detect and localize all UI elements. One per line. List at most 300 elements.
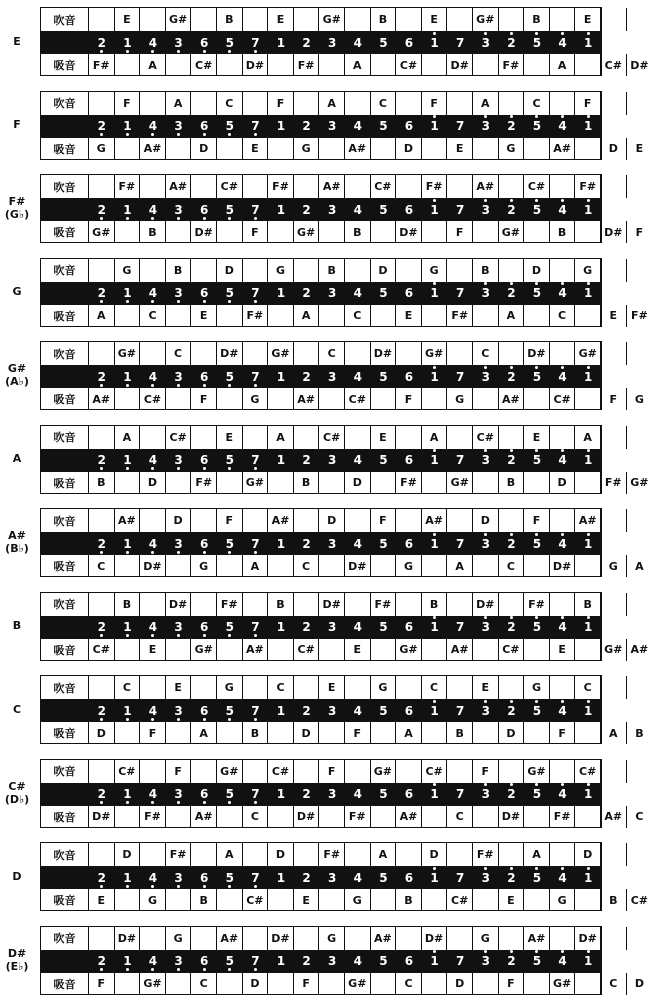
hole-number — [89, 950, 115, 973]
blow-note-cell — [243, 92, 269, 115]
hole-number — [319, 198, 345, 221]
hole-digit: 2 — [97, 453, 106, 467]
draw-note-cell — [115, 806, 141, 828]
key-block — [0, 422, 649, 496]
draw-note-cell: F# — [447, 305, 473, 327]
draw-row — [41, 305, 648, 327]
hole-number — [550, 365, 576, 388]
blow-note-cell: B — [319, 259, 345, 282]
draw-note-cell: G — [140, 889, 166, 911]
hole-number — [499, 365, 525, 388]
blow-note-cell: C# — [166, 426, 192, 449]
blow-note-cell: E — [422, 8, 448, 31]
draw-note-cell — [268, 305, 294, 327]
hole-number — [140, 699, 166, 722]
hole-digit: 2 — [97, 620, 106, 634]
draw-note-cell: C — [89, 555, 115, 577]
hole-number — [447, 365, 473, 388]
hole-digit: 5 — [225, 954, 234, 968]
hole-number — [473, 115, 499, 138]
draw-note-cell: C — [499, 555, 525, 577]
blow-label: 吹音 — [41, 175, 89, 198]
hole-digit: 1 — [430, 286, 439, 300]
draw-row — [41, 722, 644, 744]
blow-note-cell — [191, 927, 217, 950]
blow-note-cell: F# — [371, 593, 397, 616]
blow-note-cell — [294, 92, 320, 115]
draw-note-cell: C# — [191, 54, 217, 76]
hole-number — [166, 616, 192, 639]
draw-note-cell — [524, 305, 550, 327]
draw-note-cell: D — [396, 138, 422, 160]
blow-note-cell: D# — [575, 927, 601, 950]
draw-note-cell — [319, 138, 345, 160]
hole-digit: 1 — [276, 202, 286, 217]
blow-label: 吹音 — [41, 342, 89, 365]
blow-note-cell — [140, 760, 166, 783]
draw-note-cell — [422, 221, 448, 243]
hole-number — [319, 449, 345, 472]
hole-digit: 1 — [123, 954, 132, 968]
draw-note-cell: G — [634, 392, 644, 406]
hole-number — [422, 783, 448, 806]
hole-number-row — [41, 783, 644, 806]
hole-digit: 3 — [174, 703, 183, 718]
hole-number — [627, 783, 652, 806]
hole-number — [268, 866, 294, 889]
key-block — [0, 756, 644, 830]
blow-note-cell — [140, 426, 166, 449]
blow-note-cell — [627, 676, 652, 699]
blow-note-cell — [447, 92, 473, 115]
draw-note-cell: D — [345, 472, 371, 494]
hole-number — [294, 31, 320, 54]
blow-note-cell — [345, 843, 371, 866]
hole-number — [627, 616, 652, 639]
blow-note-cell: F — [217, 509, 243, 532]
blow-note-cell: G — [422, 259, 448, 282]
hole-number — [396, 282, 422, 305]
blow-note-cell — [601, 676, 627, 699]
blow-note-cell: A# — [473, 175, 499, 198]
draw-note-cell: G# — [601, 639, 627, 661]
hole-number — [319, 866, 345, 889]
hole-number — [550, 950, 576, 973]
blow-note-cell: C# — [575, 760, 601, 783]
blow-note-cell — [601, 509, 627, 532]
hole-number — [524, 783, 550, 806]
blow-note-cell — [447, 509, 473, 532]
hole-number — [191, 866, 217, 889]
hole-number — [371, 198, 397, 221]
blow-note-cell: A — [268, 426, 294, 449]
blow-note-cell: F# — [115, 175, 141, 198]
blow-note-cell: A# — [268, 509, 294, 532]
hole-number — [294, 449, 320, 472]
hole-number — [422, 31, 448, 54]
hole-digit: 5 — [379, 453, 388, 467]
draw-note-cell: D — [499, 722, 525, 744]
hole-digit: 2 — [302, 954, 311, 968]
draw-note-cell — [319, 54, 345, 76]
key-label: G# (A♭) — [5, 362, 29, 388]
blow-note-cell — [294, 175, 320, 198]
hole-number — [217, 950, 243, 973]
hole-digit: 1 — [123, 119, 132, 133]
hole-number — [473, 699, 499, 722]
key-block — [0, 171, 644, 245]
hole-digit: 2 — [507, 954, 516, 968]
draw-note-cell: F — [635, 225, 644, 239]
hole-digit: 5 — [532, 202, 542, 217]
blow-note-cell: G — [115, 259, 141, 282]
draw-note-cell — [371, 555, 397, 577]
draw-note-cell: F — [601, 388, 627, 410]
hole-number — [140, 783, 166, 806]
draw-note-cell — [115, 54, 141, 76]
draw-note-cell: B — [635, 726, 644, 740]
draw-note-cell: E — [447, 138, 473, 160]
blow-note-cell: G# — [217, 760, 243, 783]
draw-label: 吸音 — [41, 973, 89, 995]
blow-note-cell — [191, 843, 217, 866]
hole-digit: 1 — [276, 870, 286, 885]
hole-number — [371, 616, 397, 639]
hole-digit: 1 — [276, 453, 286, 467]
hole-digit: 2 — [97, 787, 106, 801]
blow-note-cell: A — [524, 843, 550, 866]
draw-note-cell: A — [601, 722, 627, 744]
draw-note-cell: D# — [89, 806, 115, 828]
draw-note-cell: G — [294, 138, 320, 160]
hole-digit: 1 — [123, 369, 132, 384]
blow-note-cell — [345, 426, 371, 449]
hole-number — [627, 950, 652, 973]
draw-note-cell: D# — [243, 54, 269, 76]
hole-number — [243, 31, 269, 54]
note-grid — [40, 258, 648, 327]
draw-note-cell — [524, 639, 550, 661]
hole-digit: 1 — [123, 620, 132, 634]
draw-note-cell — [115, 305, 141, 327]
draw-note-cell — [268, 388, 294, 410]
draw-note-cell — [115, 973, 141, 995]
key-block — [0, 505, 644, 579]
draw-note-cell — [268, 639, 294, 661]
blow-note-cell: F# — [575, 175, 601, 198]
hole-number — [601, 115, 627, 138]
draw-note-cell: C — [396, 973, 422, 995]
hole-digit: 3 — [481, 703, 490, 718]
draw-note-cell: C# — [243, 889, 269, 911]
draw-note-cell: D# — [191, 221, 217, 243]
hole-digit: 5 — [532, 369, 542, 384]
hole-digit: 5 — [225, 453, 234, 467]
draw-note-cell — [115, 722, 141, 744]
hole-number — [166, 31, 192, 54]
hole-number — [268, 282, 294, 305]
hole-digit: 4 — [148, 369, 158, 384]
hole-number — [268, 365, 294, 388]
draw-note-cell — [115, 889, 141, 911]
draw-note-cell: C# — [140, 388, 166, 410]
hole-digit: 7 — [251, 703, 260, 718]
hole-number-row — [41, 115, 644, 138]
key-label: A# (B♭) — [5, 529, 29, 555]
draw-row — [41, 472, 649, 494]
hole-number — [294, 699, 320, 722]
draw-note-cell — [575, 806, 601, 828]
hole-digit: 7 — [635, 369, 644, 384]
hole-number — [627, 866, 652, 889]
hole-number — [473, 950, 499, 973]
draw-note-cell: D# — [294, 806, 320, 828]
blow-note-cell: F — [575, 92, 601, 115]
blow-note-cell: E — [524, 426, 550, 449]
hole-digit: 3 — [328, 536, 337, 551]
blow-note-cell — [499, 927, 525, 950]
draw-note-cell — [319, 889, 345, 911]
hole-digit: 5 — [532, 954, 542, 968]
draw-note-cell: D — [634, 977, 644, 990]
hole-digit: 4 — [148, 35, 158, 50]
draw-row — [41, 555, 644, 577]
draw-note-cell: G — [396, 555, 422, 577]
hole-number — [294, 616, 320, 639]
hole-digit: 7 — [456, 202, 465, 217]
draw-note-cell — [166, 221, 192, 243]
blow-note-cell — [550, 92, 576, 115]
hole-number — [166, 950, 192, 973]
hole-number — [115, 532, 141, 555]
draw-note-cell — [524, 221, 550, 243]
hole-digit: 4 — [353, 202, 362, 217]
hole-number — [140, 616, 166, 639]
draw-note-cell: D# — [345, 555, 371, 577]
hole-number — [447, 866, 473, 889]
hole-number — [575, 783, 601, 806]
hole-number — [89, 449, 115, 472]
draw-note-cell — [268, 54, 294, 76]
draw-row — [41, 138, 644, 160]
hole-number — [447, 950, 473, 973]
blow-label: 吹音 — [41, 843, 89, 866]
hole-number-row — [41, 198, 644, 221]
blow-note-cell — [499, 259, 525, 282]
blow-note-cell — [447, 927, 473, 950]
hole-number — [396, 783, 422, 806]
draw-note-cell: E — [635, 142, 644, 155]
blow-note-cell: D# — [217, 342, 243, 365]
hole-digit: 6 — [609, 202, 618, 217]
blow-note-cell: G# — [268, 342, 294, 365]
hole-digit: 1 — [430, 787, 439, 801]
hole-digit: 5 — [379, 286, 388, 300]
hole-number — [627, 532, 652, 555]
draw-note-cell — [268, 472, 294, 494]
draw-note-cell — [319, 388, 345, 410]
blow-note-cell — [396, 509, 422, 532]
blow-note-cell — [627, 593, 652, 616]
blow-label: 吹音 — [41, 509, 89, 532]
hole-digit: 3 — [481, 954, 490, 968]
blow-note-cell: C — [422, 676, 448, 699]
blow-note-cell — [601, 927, 627, 950]
blow-note-cell — [396, 342, 422, 365]
hole-digit: 5 — [379, 954, 388, 968]
blow-note-cell — [396, 593, 422, 616]
hole-digit: 5 — [532, 787, 542, 801]
hole-digit: 7 — [456, 954, 465, 968]
draw-note-cell — [422, 722, 448, 744]
hole-number — [627, 198, 652, 221]
blow-note-cell — [499, 760, 525, 783]
hole-digit: 5 — [225, 620, 234, 634]
hole-digit: 2 — [507, 787, 516, 801]
blow-note-cell — [140, 927, 166, 950]
blow-row — [41, 927, 601, 950]
hole-digit: 3 — [481, 620, 490, 634]
blow-note-cell — [601, 259, 627, 282]
hole-number — [268, 616, 294, 639]
hole-number — [550, 282, 576, 305]
draw-label: 吸音 — [41, 388, 89, 410]
draw-note-cell: F — [140, 722, 166, 744]
hole-digit: 2 — [302, 453, 311, 467]
blow-note-cell: C — [217, 92, 243, 115]
hole-number — [524, 365, 550, 388]
hole-number — [627, 282, 652, 305]
hole-number — [473, 198, 499, 221]
hole-number — [217, 616, 243, 639]
hole-number — [217, 31, 243, 54]
blow-note-cell: A# — [115, 509, 141, 532]
blow-note-cell — [601, 175, 627, 198]
blow-note-cell — [345, 676, 371, 699]
blow-note-cell: D# — [268, 927, 294, 950]
hole-digit: 7 — [635, 954, 644, 968]
blow-row — [41, 843, 601, 866]
hole-number — [422, 532, 448, 555]
draw-note-cell — [166, 555, 192, 577]
draw-note-cell: C — [140, 305, 166, 327]
blow-note-cell — [89, 342, 115, 365]
draw-note-cell — [115, 388, 141, 410]
draw-label: 吸音 — [41, 722, 89, 744]
blow-note-cell: E — [575, 8, 601, 31]
draw-note-cell — [115, 138, 141, 160]
draw-note-cell: D# — [396, 221, 422, 243]
hole-number — [345, 950, 371, 973]
draw-note-cell: E — [550, 639, 576, 661]
hole-number — [166, 198, 192, 221]
hole-number — [89, 699, 115, 722]
draw-label: 吸音 — [41, 221, 89, 243]
hole-number-row — [41, 532, 644, 555]
blow-note-cell: A# — [575, 509, 601, 532]
hole-digit: 3 — [174, 369, 183, 384]
hole-number — [499, 115, 525, 138]
hole-number — [422, 616, 448, 639]
hole-digit: 4 — [353, 119, 362, 133]
hole-digit: 6 — [200, 369, 209, 384]
hole-number — [524, 115, 550, 138]
hole-digit: 4 — [148, 703, 158, 718]
blow-note-cell — [396, 8, 422, 31]
draw-note-cell: G# — [89, 221, 115, 243]
blow-note-cell: F# — [268, 175, 294, 198]
hole-digit: 4 — [148, 453, 158, 467]
draw-row — [41, 388, 644, 410]
note-grid — [40, 592, 649, 661]
draw-note-cell: G# — [447, 472, 473, 494]
hole-number — [601, 449, 627, 472]
draw-note-cell: F — [345, 722, 371, 744]
hole-number — [217, 198, 243, 221]
blow-note-cell: D# — [473, 593, 499, 616]
blow-note-cell: C — [115, 676, 141, 699]
hole-digit: 5 — [532, 286, 542, 300]
blow-note-cell — [191, 342, 217, 365]
hole-number — [89, 783, 115, 806]
hole-digit: 6 — [404, 954, 414, 968]
hole-digit: 2 — [97, 286, 106, 300]
hole-number — [550, 115, 576, 138]
hole-number — [191, 783, 217, 806]
draw-note-cell: F# — [601, 472, 627, 494]
hole-digit: 4 — [148, 620, 158, 634]
hole-number — [396, 866, 422, 889]
blow-note-cell — [396, 426, 422, 449]
hole-digit: 2 — [97, 536, 106, 551]
blow-note-cell — [499, 342, 525, 365]
hole-number — [473, 866, 499, 889]
hole-number — [268, 449, 294, 472]
draw-note-cell — [319, 639, 345, 661]
blow-note-cell — [499, 509, 525, 532]
hole-digit: 1 — [430, 119, 439, 133]
draw-note-cell — [473, 221, 499, 243]
blow-note-cell — [550, 676, 576, 699]
blow-note-cell — [294, 8, 320, 31]
draw-note-cell: G# — [191, 639, 217, 661]
draw-note-cell — [371, 54, 397, 76]
hole-number — [243, 699, 269, 722]
hole-digit: 1 — [584, 119, 593, 133]
blow-label: 吹音 — [41, 259, 89, 282]
hole-digit: 5 — [532, 870, 542, 885]
blow-note-cell: C# — [217, 175, 243, 198]
key-block — [0, 589, 649, 663]
draw-note-cell — [319, 806, 345, 828]
hole-number — [166, 532, 192, 555]
blow-note-cell — [243, 593, 269, 616]
draw-note-cell — [371, 806, 397, 828]
hole-number — [575, 950, 601, 973]
hole-number — [575, 616, 601, 639]
draw-note-cell — [217, 973, 243, 995]
hole-digit: 3 — [481, 787, 490, 801]
draw-note-cell: F — [447, 221, 473, 243]
hole-number — [191, 532, 217, 555]
hole-number — [191, 950, 217, 973]
blow-note-cell — [627, 342, 652, 365]
draw-note-cell — [422, 639, 448, 661]
draw-note-cell: A — [550, 54, 576, 76]
hole-digit: 2 — [302, 787, 311, 801]
hole-digit: 4 — [558, 119, 567, 133]
draw-note-cell — [524, 722, 550, 744]
